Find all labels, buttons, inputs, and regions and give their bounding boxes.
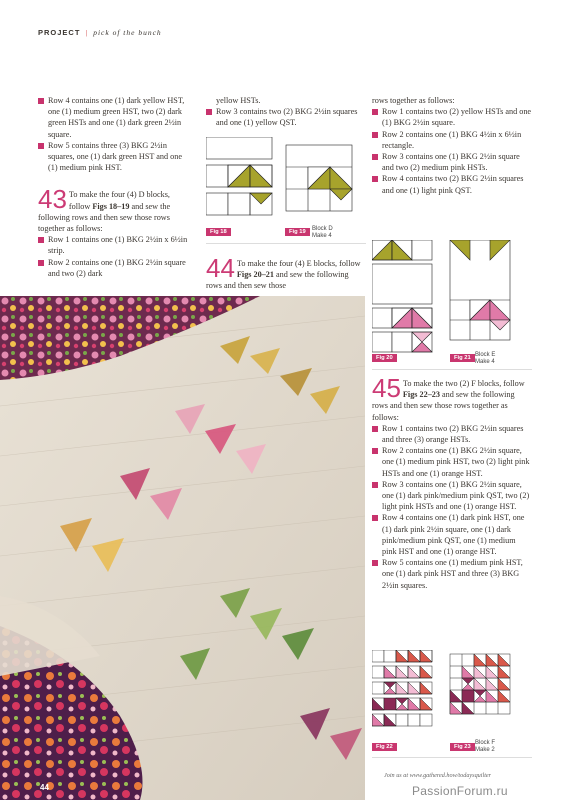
block-count: Make 4 xyxy=(475,358,495,365)
row-instruction: Row 1 contains two (2) BKG 2½in squares and three (3) orange HSTs. xyxy=(372,423,532,445)
figure-reference: Figs 20–21 xyxy=(236,270,274,280)
step-text-a: To make the four (4) D blocks, follow xyxy=(68,190,170,211)
row-instruction: Row 1 contains one (1) BKG 2½in x 6½in strip. xyxy=(38,234,188,256)
divider xyxy=(372,369,532,370)
step-number: 45 xyxy=(372,373,401,403)
section-subtitle: pick of the bunch xyxy=(93,28,162,37)
continued-text: yellow HSTs. xyxy=(216,96,261,105)
fig-20-diagram xyxy=(372,240,432,352)
row-instruction: Row 1 contains two (2) yellow HSTs and one (1) BKG 2½in square. xyxy=(372,106,532,128)
step-text-b: and sew the following rows and then sew those xyxy=(206,270,349,291)
column-2 xyxy=(206,95,366,129)
page-number: 44 xyxy=(40,783,49,792)
quilt-image xyxy=(0,296,365,800)
section-label: PROJECT xyxy=(38,28,81,37)
fig-19-diagram xyxy=(286,145,352,211)
watermark: PassionForum.ru xyxy=(412,784,508,798)
block-f-caption xyxy=(475,740,495,753)
quilt-photo xyxy=(0,296,365,800)
block-count: Make 4 xyxy=(312,232,332,239)
fig-23-diagram xyxy=(450,654,510,714)
step-number: 44 xyxy=(206,253,235,283)
block-count: Make 2 xyxy=(475,746,495,753)
block-e-caption xyxy=(475,352,495,365)
row-instruction: Row 4 contains two (2) BKG 2½in squares and one (1) light pink QST. xyxy=(372,173,532,195)
fig-23-label: Fig 23 xyxy=(450,743,475,751)
figures-22-23 xyxy=(372,650,532,744)
column-1 xyxy=(38,95,188,279)
step-43 xyxy=(38,184,188,234)
column-3-lower xyxy=(372,373,532,591)
block-name: Block E xyxy=(475,352,496,358)
fig-22-diagram xyxy=(372,650,432,726)
step-45 xyxy=(372,373,532,423)
row-instruction: Row 2 contains one (1) BKG 4½in x 6½in rectangle. xyxy=(372,129,532,151)
row-instruction: Row 2 contains one (1) BKG 2½in square and two (2) dark xyxy=(38,257,188,279)
row-instruction: Row 2 contains one (1) BKG 2½in square, one (1) medium pink HST, two (2) light pink HSTs and one (1) orange HST. xyxy=(372,445,532,479)
block-d-caption xyxy=(312,226,333,239)
step-44 xyxy=(206,253,366,292)
step-text-a: To make the two (2) F blocks, follow xyxy=(402,379,525,388)
fig-21-diagram xyxy=(450,240,510,340)
divider xyxy=(372,757,532,758)
running-header xyxy=(38,28,162,37)
column-3 xyxy=(372,95,532,196)
step-text-a: To make the four (4) E blocks, follow xyxy=(236,259,361,268)
row-instruction: Row 4 contains one (1) dark pink HST, one (1) dark pink 2½in square, one (1) dark pink/medium pink QST, one (1) medium pink HST and one (1) orange HST. xyxy=(372,512,532,557)
figure-reference: Figs 18–19 xyxy=(92,201,130,211)
fig-20-label: Fig 20 xyxy=(372,354,397,362)
block-name: Block D xyxy=(312,226,333,232)
fig-18-label: Fig 18 xyxy=(206,228,231,236)
block-name: Block F xyxy=(475,740,496,746)
fig-19-label: Fig 19 xyxy=(285,228,310,236)
fig-22-label: Fig 22 xyxy=(372,743,397,751)
figure-reference: Figs 22–23 xyxy=(402,390,440,400)
row-instruction: Row 5 contains three (3) BKG 2½in squares, one (1) dark green HST and one (1) medium pink HST. xyxy=(38,140,188,174)
step-number: 43 xyxy=(38,184,67,215)
row-instruction: Row 4 contains one (1) dark yellow HST, one (1) medium green HST, two (2) dark green HSTs and one (1) dark green 2½in square. xyxy=(38,95,188,140)
footer-url: Join us at www.gathered.how/todaysquilter xyxy=(384,772,492,779)
fig-21-label: Fig 21 xyxy=(450,354,475,362)
row-instruction: Row 3 contains one (1) BKG 2½in square, one (1) dark pink/medium pink QST, two (2) light pink HSTs and one (1) orange HST. xyxy=(372,479,532,513)
header-separator: | xyxy=(85,28,88,37)
continued-text: rows together as follows: xyxy=(372,96,455,105)
step-text-b: and sew the following rows and then sew those rows together as follows: xyxy=(372,390,515,422)
row-instruction: Row 3 contains two (2) BKG 2½in squares and one (1) yellow QST. xyxy=(206,106,366,128)
step-text-b: and sew the following rows and then sew those rows together as follows: xyxy=(38,201,171,234)
divider xyxy=(206,243,366,244)
row-instruction: Row 5 contains one (1) medium pink HST, one (1) dark pink HST and three (3) BKG 2½in squares. xyxy=(372,557,532,591)
fig-18-diagram xyxy=(206,137,272,215)
figures-20-21 xyxy=(372,240,532,362)
row-instruction: Row 3 contains one (1) BKG 2½in square and two (2) medium pink HSTs. xyxy=(372,151,532,173)
